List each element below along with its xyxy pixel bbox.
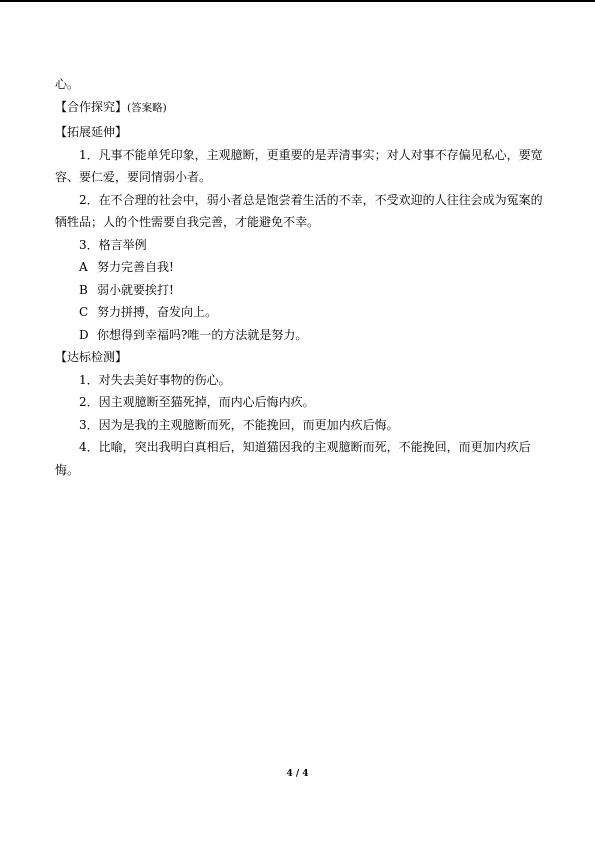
option-text: 努力拼搏，奋发向上。 (97, 305, 218, 319)
answer-omitted-note: (答案略) (127, 101, 167, 114)
section-heading-dabiao: 【达标检测】 (55, 350, 128, 364)
tuozhan-item-2: 2．在不合理的社会中，弱小者总是饱尝着生活的不幸，不受欢迎的人往往会成为冤案的牺牲品；人的个性需要自我完善，才能避免不幸。 (55, 192, 543, 229)
option-text: 你想得到幸福吗?唯一的方法就是努力。 (97, 327, 308, 342)
section-heading-tuozhan: 【拓展延伸】 (55, 125, 128, 139)
option-letter: C (79, 305, 89, 319)
continued-text: 心。 (55, 77, 80, 91)
top-border-rule (0, 0, 595, 2)
option-letter: A (79, 260, 88, 274)
option-text: 努力完善自我! (97, 260, 174, 274)
tuozhan-item-1: 1．凡事不能单凭印象，主观臆断，更重要的是弄清事实；对人对事不存偏见私心，要宽容、要仁爱，要同情弱小者。 (55, 147, 543, 184)
option-letter: B (79, 282, 88, 297)
maxim-option (55, 279, 550, 302)
dabiao-item-1: 1．对失去美好事物的伤心。 (79, 372, 231, 387)
dabiao-item-3: 3．因为是我的主观臆断而死，不能挽回，而更加内疚后悔。 (79, 417, 399, 432)
dabiao-item-4: 4．比喻，突出我明白真相后，知道猫因我的主观臆断而死，不能挽回，而更加内疚后悔。 (55, 440, 531, 477)
document-body (55, 73, 550, 481)
section-heading-hezuo: 【合作探究】 (55, 99, 128, 114)
maxim-option (55, 324, 550, 347)
maxim-option (55, 301, 550, 324)
option-letter: D (79, 327, 89, 342)
page-number: 4 / 4 (286, 769, 309, 779)
tuozhan-item-3: 3．格言举例 (79, 237, 147, 252)
section-hezuo (55, 96, 550, 120)
maxim-option (55, 256, 550, 279)
option-text: 弱小就要挨打! (97, 282, 174, 297)
dabiao-item-2: 2．因主观臆断至猫死掉，而内心后悔内疚。 (79, 395, 315, 409)
